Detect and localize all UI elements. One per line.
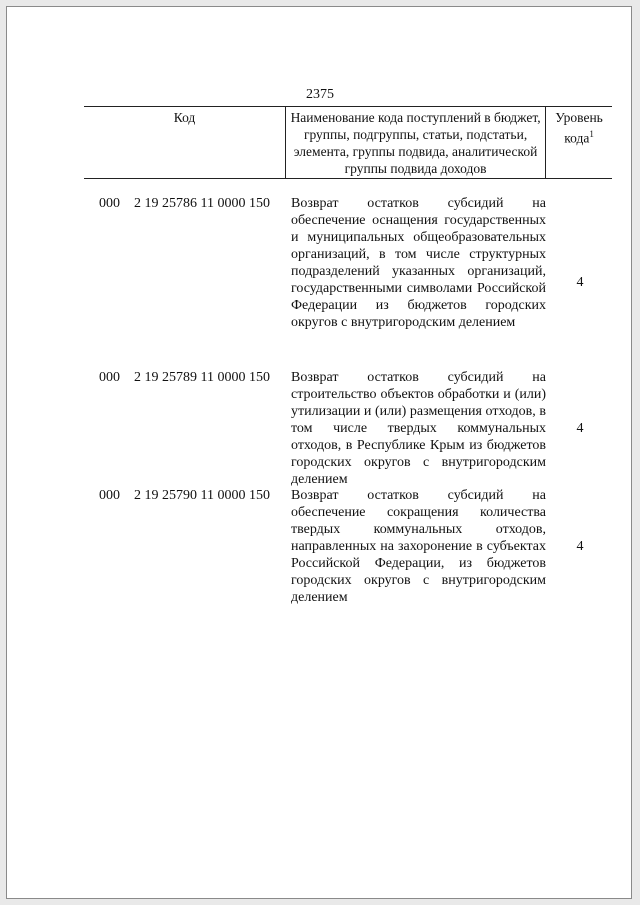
kbk-code: 2 19 25789 11 0000 150: [134, 370, 270, 385]
admin-code: 000: [99, 196, 120, 211]
header-level: Уровень кода: [555, 110, 603, 146]
table-row: [84, 369, 612, 487]
footnote-marker: 1: [589, 129, 594, 139]
document-page: [6, 6, 632, 899]
admin-code: 000: [99, 370, 120, 385]
kbk-code: 2 19 25790 11 0000 150: [134, 488, 270, 503]
admin-code: 000: [99, 488, 120, 503]
row-name: Возврат остатков субсидий на обеспечение сокращения количества твердых коммунальных отходов, направленных на захоронение в субъектах Российской Федерации, из бюджетов городских округов с внутригородским делением: [291, 488, 546, 605]
table-row: [84, 195, 612, 369]
header-level-cell: [546, 107, 612, 179]
table-header: [84, 106, 612, 179]
header-name: Наименование кода поступлений в бюджет, группы, подгруппы, статьи, подстатьи, элемента, группы подвида, аналитической группы подвида доходов: [286, 107, 546, 179]
row-level: 4: [576, 538, 584, 554]
kbk-code: 2 19 25786 11 0000 150: [134, 196, 270, 211]
row-name: Возврат остатков субсидий на строительство объектов обработки и (или) утилизации и (или) размещения отходов, в том числе твердых коммунальных отходов, в Республике Крым из бюджетов городских округов с внутригородским делением: [291, 370, 546, 487]
row-level: 4: [576, 274, 584, 290]
row-name: Возврат остатков субсидий на обеспечение оснащения государственных и муниципальных общеобразовательных организаций, в том числе структурных подразделений указанных организаций, государственными символами Российской Федерации из бюджетов городских округов с внутригородским делением: [291, 196, 546, 330]
header-code: Код: [84, 107, 286, 179]
table-row: [84, 487, 612, 605]
row-level: 4: [576, 420, 584, 436]
table-body: [84, 195, 612, 605]
page-number: 2375: [306, 87, 334, 102]
